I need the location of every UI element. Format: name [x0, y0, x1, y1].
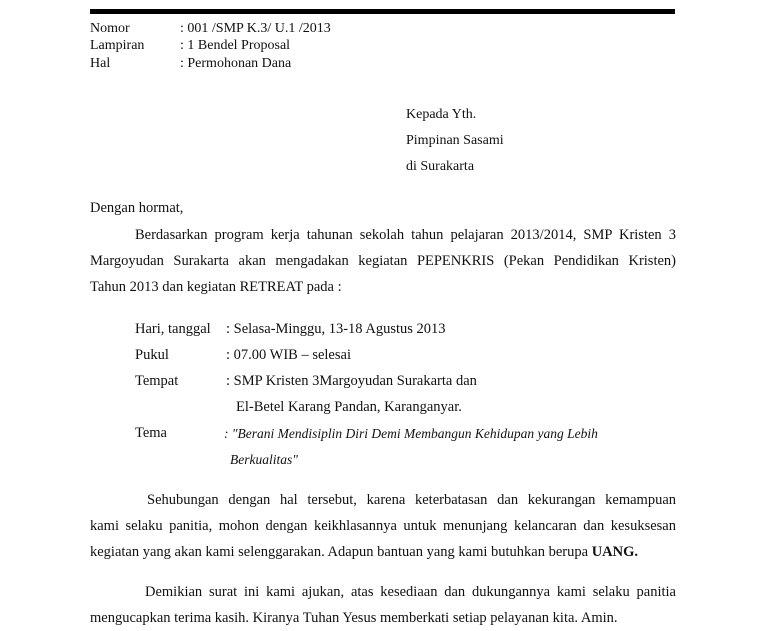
tema-value-2: Berkualitas": [230, 452, 298, 467]
recipient-line-3: di Surakarta: [406, 159, 475, 174]
request-amount-bold: UANG.: [591, 544, 639, 560]
paragraph-closing: [90, 579, 676, 631]
paragraph-request-line-3: [90, 539, 676, 565]
paragraph-request: [90, 487, 676, 565]
letterhead-rule: [90, 9, 675, 14]
paragraph-intro-line-3: Tahun 2013 dan kegiatan RETREAT pada :: [90, 279, 342, 295]
tempat-value-1: : SMP Kristen 3Margoyudan Surakarta dan: [226, 373, 477, 389]
lampiran-value: : 1 Bendel Proposal: [180, 38, 291, 53]
paragraph-request-line-3-text: kegiatan yang akan kami selenggarakan. Adapun bantuan yang kami butuhkan berupa: [90, 544, 592, 560]
tema-label: Tema: [135, 425, 167, 441]
tempat-value-2: El-Betel Karang Pandan, Karanganyar.: [236, 399, 462, 415]
nomor-label: Nomor: [90, 21, 130, 36]
paragraph-closing-line-1: Demikian surat ini kami ajukan, atas kesediaan dan dukungannya kami selaku panitia: [145, 584, 676, 600]
paragraph-intro: [90, 222, 676, 300]
paragraph-closing-line-2: mengucapkan terima kasih. Kiranya Tuhan Yesus memberkati setiap pelayanan kita. Amin.: [90, 610, 618, 626]
pukul-label: Pukul: [135, 347, 169, 363]
pukul-value: : 07.00 WIB – selesai: [226, 347, 351, 363]
lampiran-label: Lampiran: [90, 38, 145, 53]
recipient-line-1: Kepada Yth.: [406, 107, 477, 122]
hal-label: Hal: [90, 56, 111, 71]
hari-value: : Selasa-Minggu, 13-18 Agustus 2013: [226, 321, 446, 337]
hal-value: : Permohonan Dana: [180, 56, 292, 71]
paragraph-request-line-1: Sehubungan dengan hal tersebut, karena keterbatasan dan kekurangan kemampuan: [147, 492, 676, 508]
hari-label: Hari, tanggal: [135, 321, 211, 337]
paragraph-request-line-2: kami selaku panitia, mohon dengan keikhlasannya untuk menunjang kelancaran dan kesuksesan: [90, 518, 676, 534]
paragraph-intro-line-2: Margoyudan Surakarta akan mengadakan kegiatan PEPENKRIS (Pekan Pendidikan Kristen): [90, 253, 676, 269]
nomor-value: : 001 /SMP K.3/ U.1 /2013: [180, 21, 331, 36]
tema-value-1: : "Berani Mendisiplin Diri Demi Membangun Kehidupan yang Lebih: [224, 426, 598, 441]
recipient-line-2: Pimpinan Sasami: [406, 133, 504, 148]
paragraph-intro-line-1: Berdasarkan program kerja tahunan sekolah tahun pelajaran 2013/2014, SMP Kristen 3: [135, 227, 676, 243]
tempat-label: Tempat: [135, 373, 179, 389]
salutation: Dengan hormat,: [90, 200, 184, 216]
